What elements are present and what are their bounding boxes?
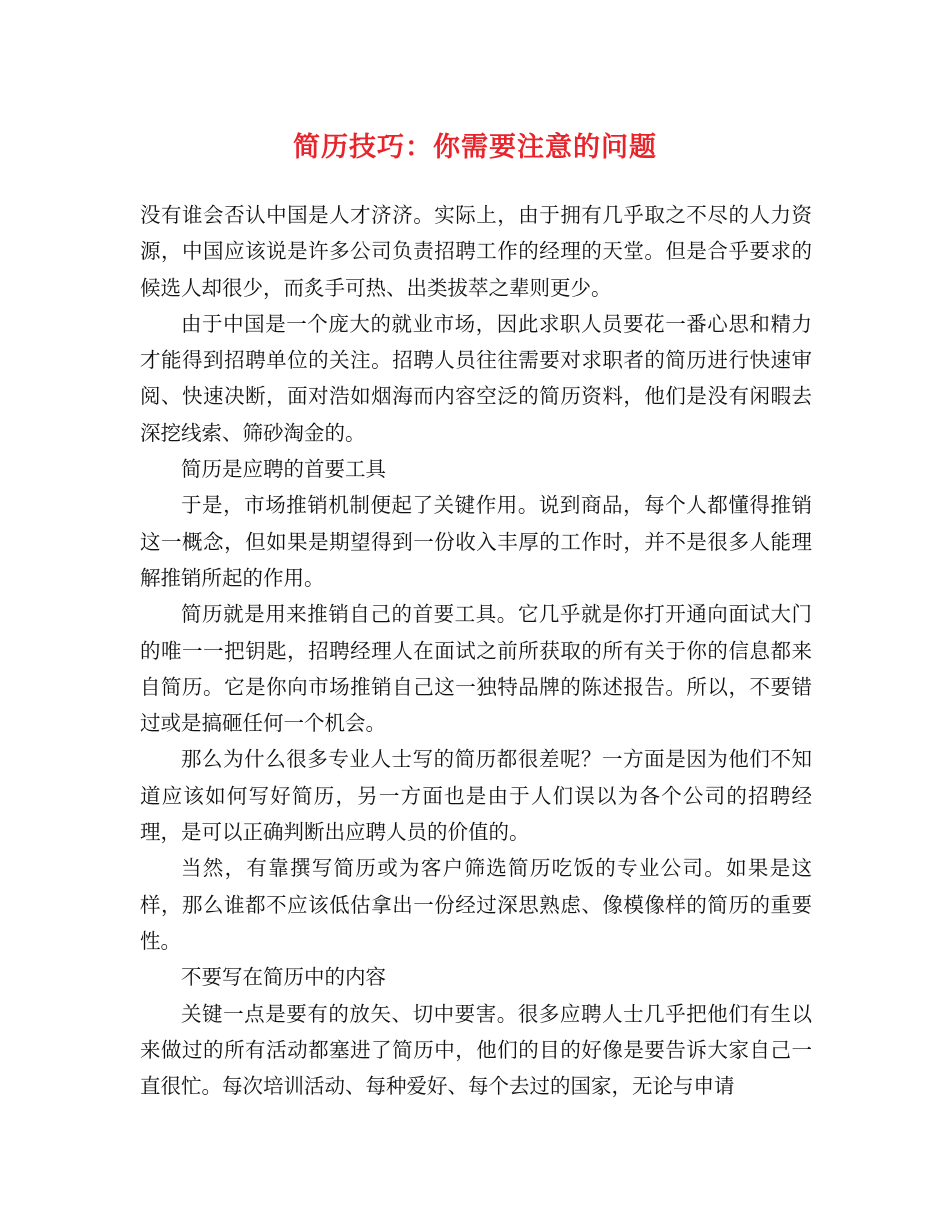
paragraph-7: 关键一点是要有的放矢、切中要害。很多应聘人士几乎把他们有生以来做过的所有活动都塞进了简历中，他们的目的好像是要告诉大家自己一直很忙。每次培训活动、每种爱好、每个去过的国家，无论与申请 bbox=[140, 1001, 812, 1099]
paragraph-1: 没有谁会否认中国是人才济济。实际上，由于拥有几乎取之不尽的人力资源，中国应该说是许多公司负责招聘工作的经理的天堂。但是合乎要求的候选人却很少，而炙手可热、出类拔萃之辈则更少。 bbox=[140, 203, 812, 300]
paragraph-6: 当然，有靠撰写简历或为客户筛选简历吃饭的专业公司。如果是这样，那么谁都不应该低估拿出一份经过深思熟虑、像模像样的简历的重要性。 bbox=[140, 856, 812, 953]
paragraph-5: 那么为什么很多专业人士写的简历都很差呢？一方面是因为他们不知道应该如何写好简历，另一方面也是由于人们误以为各个公司的招聘经理，是可以正确判断出应聘人员的价值的。 bbox=[140, 747, 812, 845]
section-heading-what-not-to-write: 不要写在简历中的内容 bbox=[181, 965, 386, 990]
paragraph-3: 于是，市场推销机制便起了关键作用。说到商品，每个人都懂得推销这一概念，但如果是期望得到一份收入丰厚的工作时，并不是很多人能理解推销所起的作用。 bbox=[140, 493, 812, 590]
section-heading-resume-tool: 简历是应聘的首要工具 bbox=[181, 457, 386, 482]
paragraph-4: 简历就是用来推销自己的首要工具。它几乎就是你打开通向面试大门的唯一一把钥匙，招聘经理人在面试之前所获取的所有关于你的信息都来自简历。它是你向市场推销自己这一独特品牌的陈述报告。所以，不要错过或是搞砸任何一个机会。 bbox=[140, 602, 812, 736]
document-body bbox=[140, 197, 812, 1104]
document-title: 简历技巧：你需要注意的问题 bbox=[293, 132, 657, 163]
paragraph-2: 由于中国是一个庞大的就业市场，因此求职人员要花一番心思和精力才能得到招聘单位的关注。招聘人员往往需要对求职者的简历进行快速审阅、快速决断，面对浩如烟海而内容空泛的简历资料，他们是没有闲暇去深挖线索、筛砂淘金的。 bbox=[140, 311, 812, 445]
